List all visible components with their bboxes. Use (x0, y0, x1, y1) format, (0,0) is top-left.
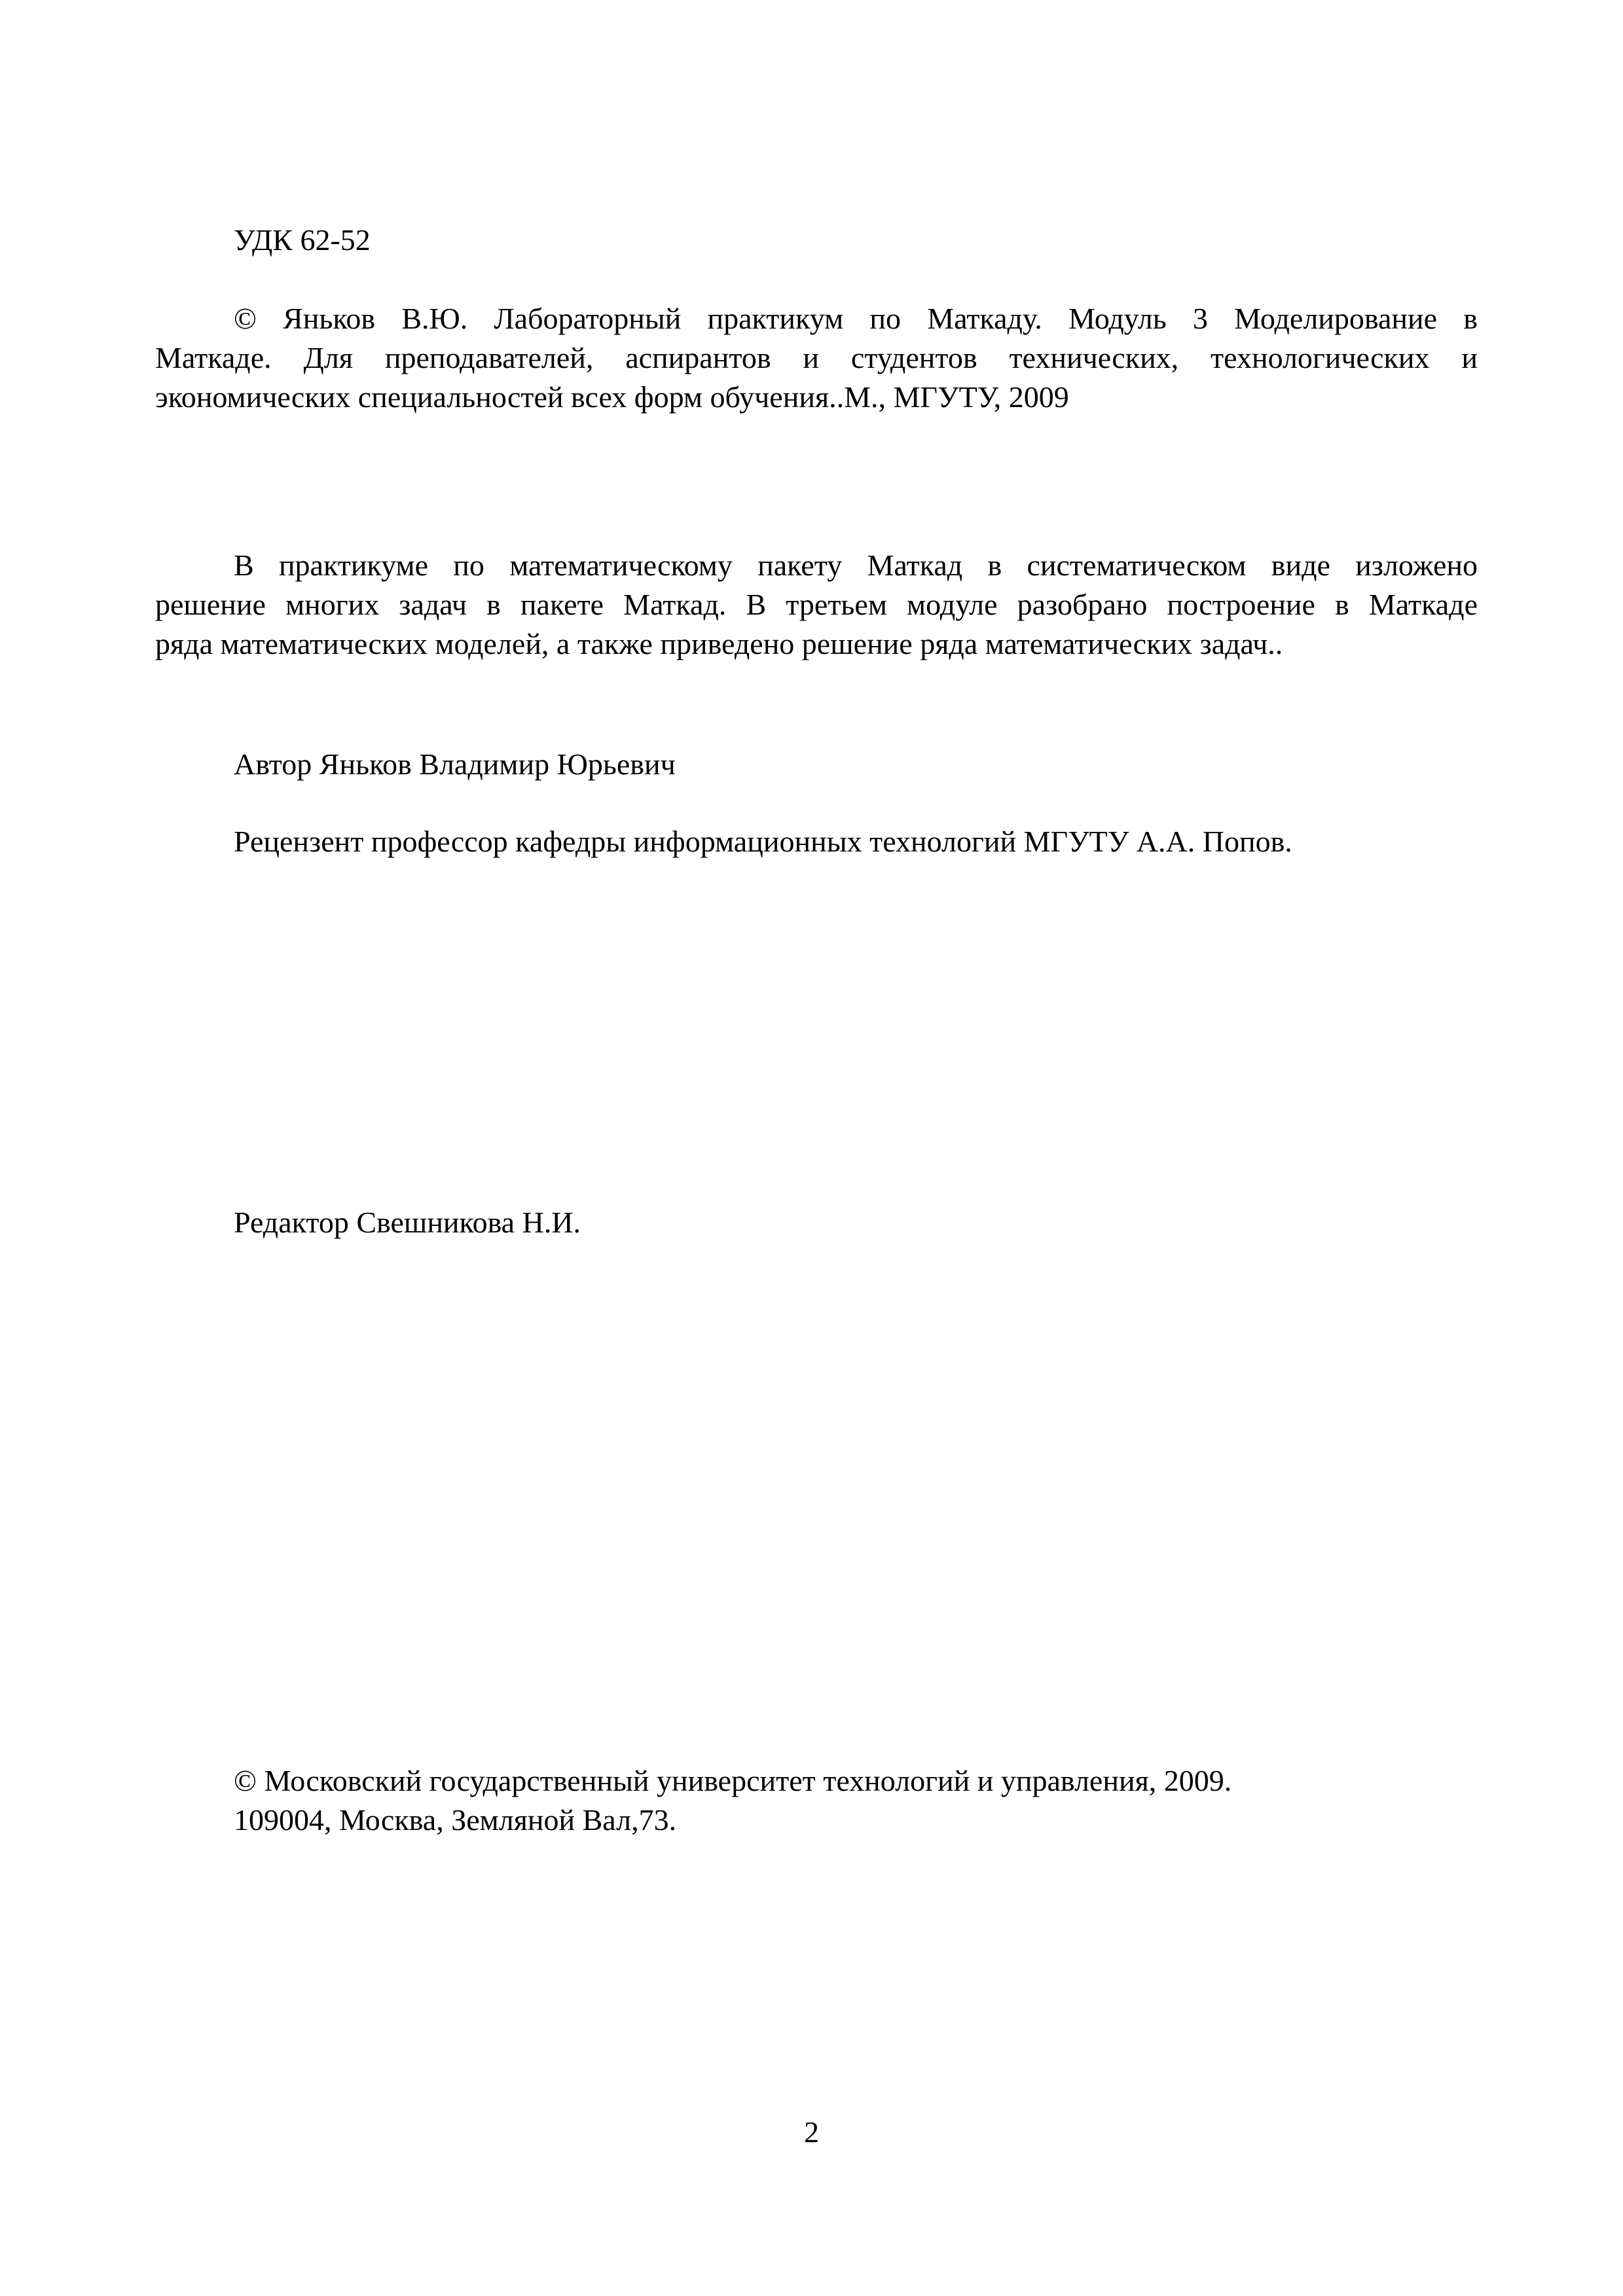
book-citation-line-2: Маткаде. Для преподавателей, аспирантов и студентов технических, технологических и (155, 341, 1478, 374)
reviewer-line: Рецензент профессор кафедры информационных технологий МГУТУ А.А. Попов. (234, 825, 1292, 858)
page-number: 2 (804, 2115, 819, 2149)
editor-line: Редактор Свешникова Н.И. (234, 1206, 581, 1239)
udk-code: УДК 62-52 (234, 223, 371, 257)
annotation (155, 546, 1478, 664)
university-copyright: © Московский государственный университет технологий и управления, 2009. (234, 1764, 1232, 1797)
book-citation-line-3: экономических специальностей всех форм обучения..М., МГУТУ, 2009 (155, 380, 1069, 414)
author-line: Автор Яньков Владимир Юрьевич (234, 747, 676, 781)
annotation-line-1: В практикуме по математическому пакету Маткад в систематическом виде изложено (234, 548, 1478, 582)
book-citation (155, 299, 1478, 417)
annotation-line-2: решение многих задач в пакете Маткад. В третьем модуле разобрано построение в Маткаде (155, 588, 1478, 621)
annotation-line-3: ряда математических моделей, а также приведено решение ряда математических задач.. (155, 627, 1283, 660)
university-address: 109004, Москва, Земляной Вал,73. (234, 1803, 677, 1837)
book-citation-line-1: © Яньков В.Ю. Лабораторный практикум по Маткаду. Модуль 3 Моделирование в (234, 302, 1478, 335)
